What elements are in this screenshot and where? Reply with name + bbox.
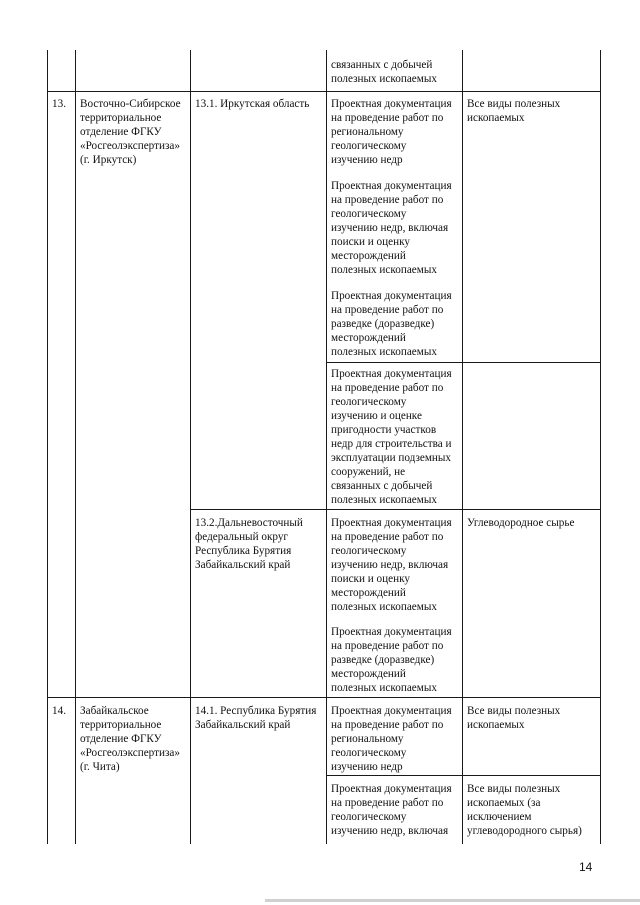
scan-edge-line	[265, 899, 640, 902]
row-divider-13-top	[47, 91, 601, 92]
page-number: 14	[579, 860, 593, 874]
row-divider-14-top	[47, 697, 601, 698]
document-cell-continued: связанных с добычей полезных ископаемых	[331, 59, 437, 85]
row-divider-13-2-top	[190, 509, 601, 510]
document-cell-13-1-a1: Проектная документация на проведение работ по региональному геологическому изучению недр	[331, 98, 452, 166]
document-cell-14-1-a: Проектная документация на проведение работ по региональному геологическому изучению недр	[331, 705, 452, 773]
region-cell-13-1: 13.1. Иркутская область	[195, 98, 310, 110]
minerals-cell-13-2: Углеводородное сырье	[467, 517, 575, 529]
document-cell-13-2-a: Проектная документация на проведение работ по геологическому изучению недр, включая поиски и оценку месторождений полезных ископаемых	[331, 517, 452, 613]
table-border-right	[600, 50, 601, 844]
organization-cell-13: Восточно-Сибирское территориальное отделение ФГКУ «Росгеолэкспертиза» (г. Иркутск)	[80, 98, 181, 166]
minerals-cell-14-1-b: Все виды полезных ископаемых (за исключением углеводородного сырья)	[467, 783, 582, 837]
document-cell-13-1-a3: Проектная документация на проведение работ по разведке (доразведке) месторождений полезных ископаемых	[331, 290, 452, 358]
row-divider-13-1-inner	[326, 362, 601, 363]
row-number-13: 13.	[52, 98, 66, 110]
column-divider-organization	[190, 50, 191, 844]
row-divider-14-inner	[326, 775, 601, 776]
document-cell-13-1-b: Проектная документация на проведение работ по геологическому изучению и оценке пригодности участков недр для строительства и эксплуатации подземных сооружений, не связанных с добычей полезных ископаемых	[331, 368, 452, 506]
minerals-cell-14-1-a: Все виды полезных ископаемых	[467, 705, 561, 731]
document-cell-13-2-b: Проектная документация на проведение работ по разведке (доразведке) месторождений полезных ископаемых	[331, 626, 452, 694]
column-divider-number	[75, 50, 76, 844]
column-divider-region	[326, 50, 327, 844]
column-divider-document	[462, 50, 463, 844]
organization-cell-14: Забайкальское территориальное отделение ФГКУ «Росгеолэкспертиза» (г. Чита)	[80, 705, 180, 773]
minerals-cell-13-1-a: Все виды полезных ископаемых	[467, 98, 561, 124]
table-border-left	[47, 50, 48, 844]
row-number-14: 14.	[52, 705, 66, 717]
region-cell-14-1: 14.1. Республика Бурятия Забайкальский край	[195, 705, 317, 731]
document-cell-13-1-a2: Проектная документация на проведение работ по геологическому изучению недр, включая поиски и оценку месторождений полезных ископаемых	[331, 180, 452, 276]
document-cell-14-1-b: Проектная документация на проведение работ по геологическому изучению недр, включая	[331, 783, 452, 837]
region-cell-13-2: 13.2.Дальневосточный федеральный округ Республика Бурятия Забайкальский край	[195, 517, 303, 571]
